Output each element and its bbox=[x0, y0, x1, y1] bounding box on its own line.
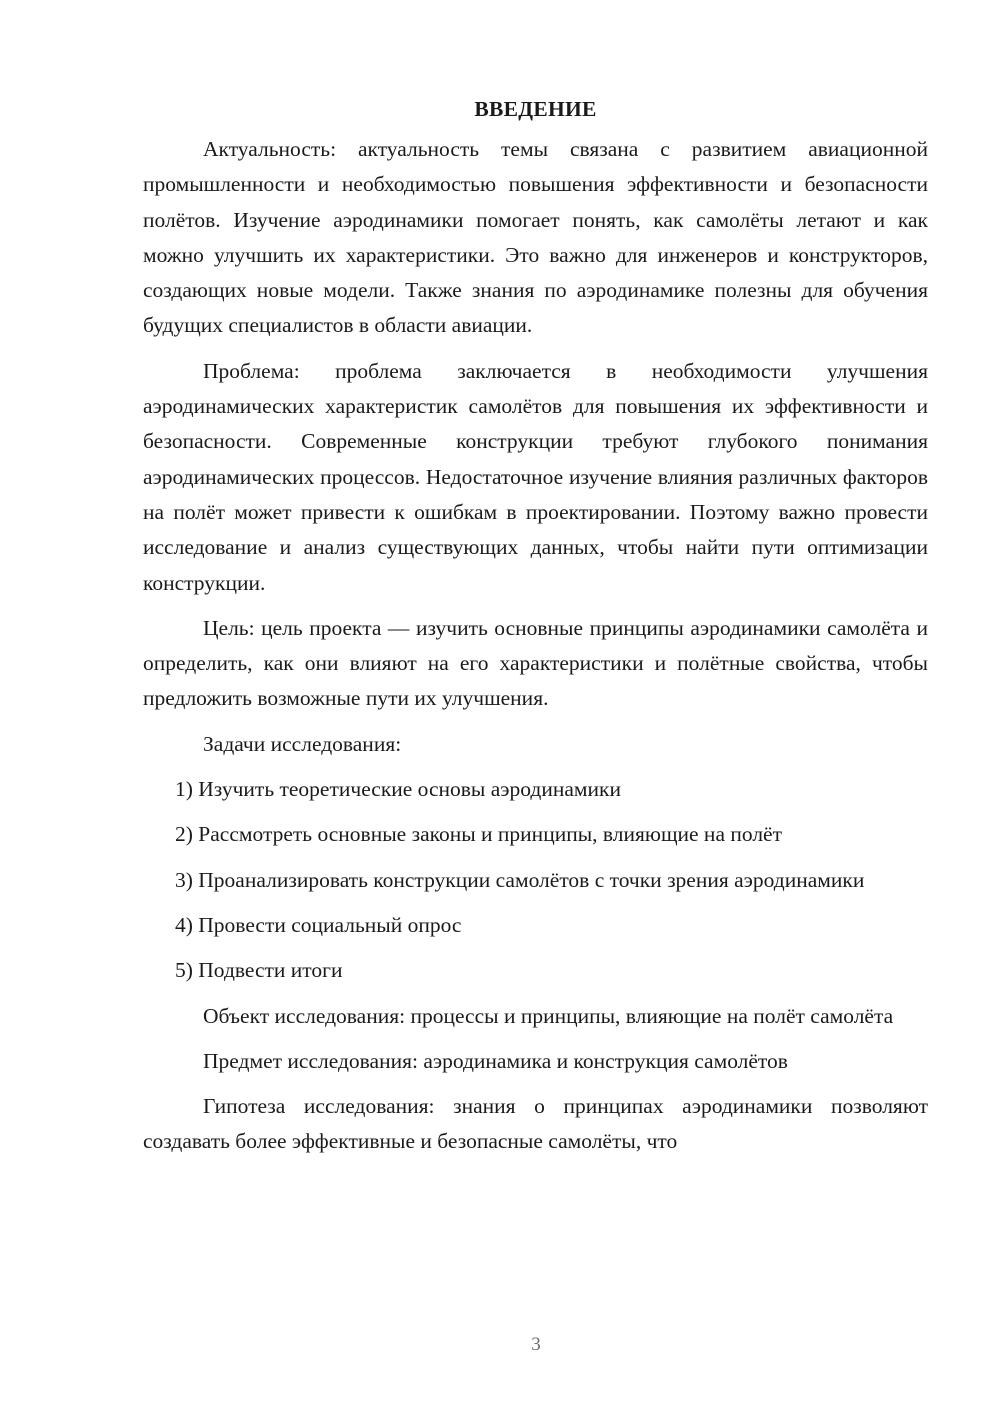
list-item: 5) Подвести итоги bbox=[175, 958, 343, 983]
list-item: 2) Рассмотреть основные законы и принципы, влияющие на полёт bbox=[175, 822, 782, 847]
list-item: 4) Провести социальный опрос bbox=[175, 912, 462, 937]
paragraph-problem: Проблема: проблема заключается в необходимости улучшения аэродинамических характеристик самолётов для повышения их эффективности и безопасности. Современные конструкции требуют глубокого понимания аэродинамических процессов. Недостаточное изучение влияния различных факторов на полёт может привести к ошибкам в проектировании. Поэтому важно провести исследование и анализ существующих данных, чтобы найти пути оптимизации конструкции. bbox=[143, 358, 928, 595]
paragraph-goal: Цель: цель проекта — изучить основные принципы аэродинамики самолёта и определить, как они влияют на его характеристики и полётные свойства, чтобы предложить возможные пути их улучшения. bbox=[143, 615, 928, 711]
list-item: 1) Изучить теоретические основы аэродинамики bbox=[175, 777, 621, 802]
paragraph-subject: Предмет исследования: аэродинамика и конструкция самолётов bbox=[203, 1048, 788, 1073]
tasks-list bbox=[143, 772, 928, 988]
paragraph-hypothesis: Гипотеза исследования: знания о принципах аэродинамики позволяют создавать более эффективные и безопасные самолёты, что bbox=[143, 1094, 928, 1154]
list-item: 3) Проанализировать конструкции самолётов с точки зрения аэродинамики bbox=[175, 867, 865, 892]
page-title: ВВЕДЕНИЕ bbox=[474, 97, 597, 121]
tasks-heading: Задачи исследования: bbox=[203, 731, 402, 756]
paragraph-relevance: Актуальность: актуальность темы связана с развитием авиационной промышленности и необходимостью повышения эффективности и безопасности полётов. Изучение аэродинамики помогает понять, как самолёты летают и как можно улучшить их характеристики. Это важно для инженеров и конструкторов, создающих новые модели. Также знания по аэродинамике полезны для обучения будущих специалистов в области авиации. bbox=[143, 137, 928, 338]
page-content bbox=[143, 92, 928, 1170]
page-number: 3 bbox=[531, 1334, 541, 1355]
paragraph-object: Объект исследования: процессы и принципы, влияющие на полёт самолёта bbox=[203, 1003, 894, 1028]
